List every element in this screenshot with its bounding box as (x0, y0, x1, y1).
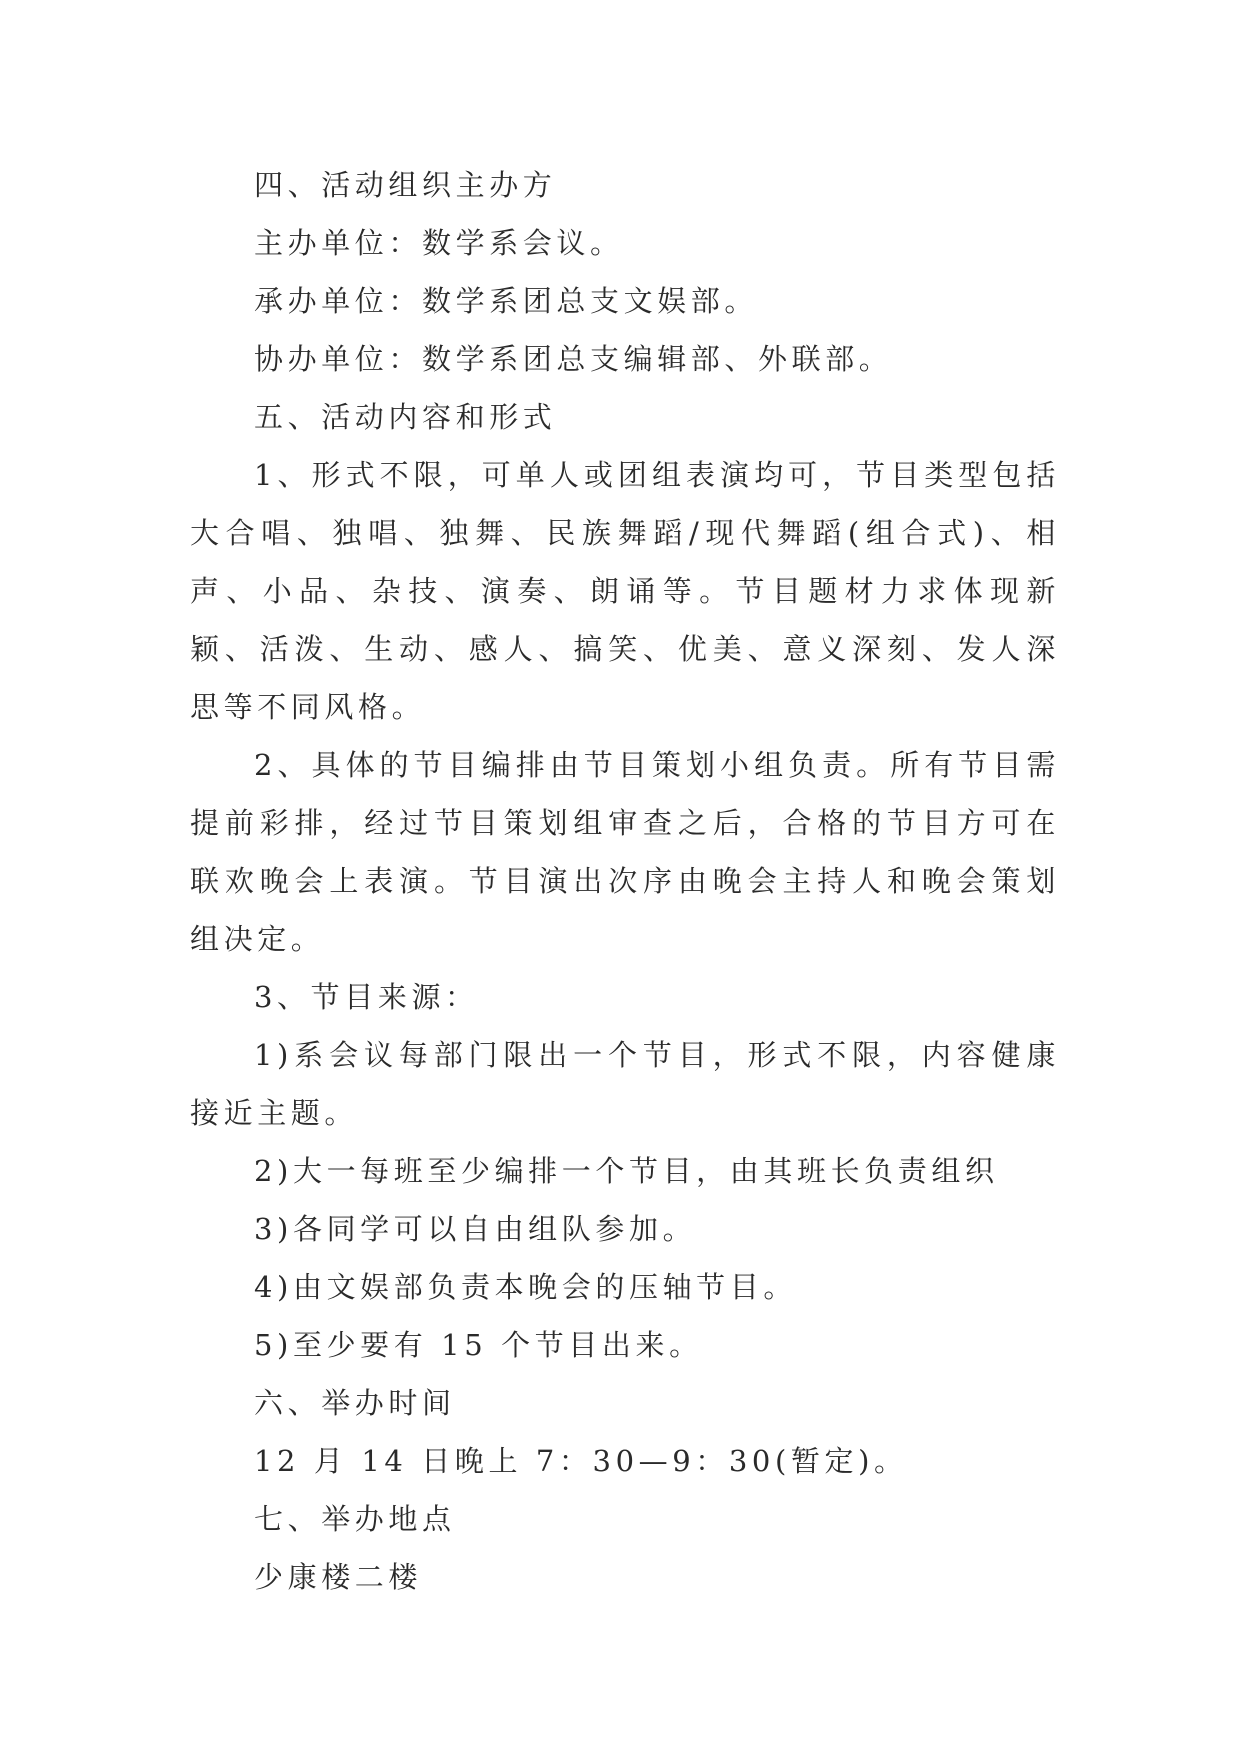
event-place: 少康楼二楼 (254, 1560, 423, 1594)
paragraph-program-types: 1、形式不限，可单人或团组表演均可，节目类型包括大合唱、独唱、独舞、民族舞蹈/现代舞蹈(组合式)、相声、小品、杂技、演奏、朗诵等。节目题材力求体现新颖、活泼、生动、感人、搞笑、优美、意义深刻、发人深思等不同风格。 (190, 458, 1060, 724)
co-organizer-unit: 协办单位：数学系团总支编辑部、外联部。 (254, 342, 893, 376)
program-sources-heading: 3、节目来源： (254, 980, 479, 1014)
section-heading-content-form: 五、活动内容和形式 (254, 400, 557, 434)
section-heading-time: 六、举办时间 (254, 1386, 456, 1420)
program-source-item-4: 4)由文娱部负责本晚会的压轴节目。 (254, 1270, 797, 1304)
event-time: 12 月 14 日晚上 7：30—9：30(暂定)。 (254, 1444, 908, 1478)
paragraph-program-arrangement: 2、具体的节目编排由节目策划小组负责。所有节目需提前彩排，经过节目策划组审查之后，合格的节目方可在联欢晚会上表演。节目演出次序由晚会主持人和晚会策划组决定。 (190, 748, 1060, 956)
organizer-unit: 承办单位：数学系团总支文娱部。 (254, 284, 759, 318)
host-unit: 主办单位：数学系会议。 (254, 226, 624, 260)
program-source-item-3: 3)各同学可以自由组队参加。 (254, 1212, 697, 1246)
section-heading-organizers: 四、活动组织主办方 (254, 168, 557, 202)
program-source-item-1: 1)系会议每部门限出一个节目，形式不限，内容健康接近主题。 (190, 1038, 1060, 1130)
program-source-item-5: 5)至少要有 15 个节目出来。 (254, 1328, 703, 1362)
section-heading-place: 七、举办地点 (254, 1502, 456, 1536)
program-source-item-2: 2)大一每班至少编排一个节目，由其班长负责组织 (254, 1154, 999, 1188)
document-body (190, 156, 1060, 1606)
